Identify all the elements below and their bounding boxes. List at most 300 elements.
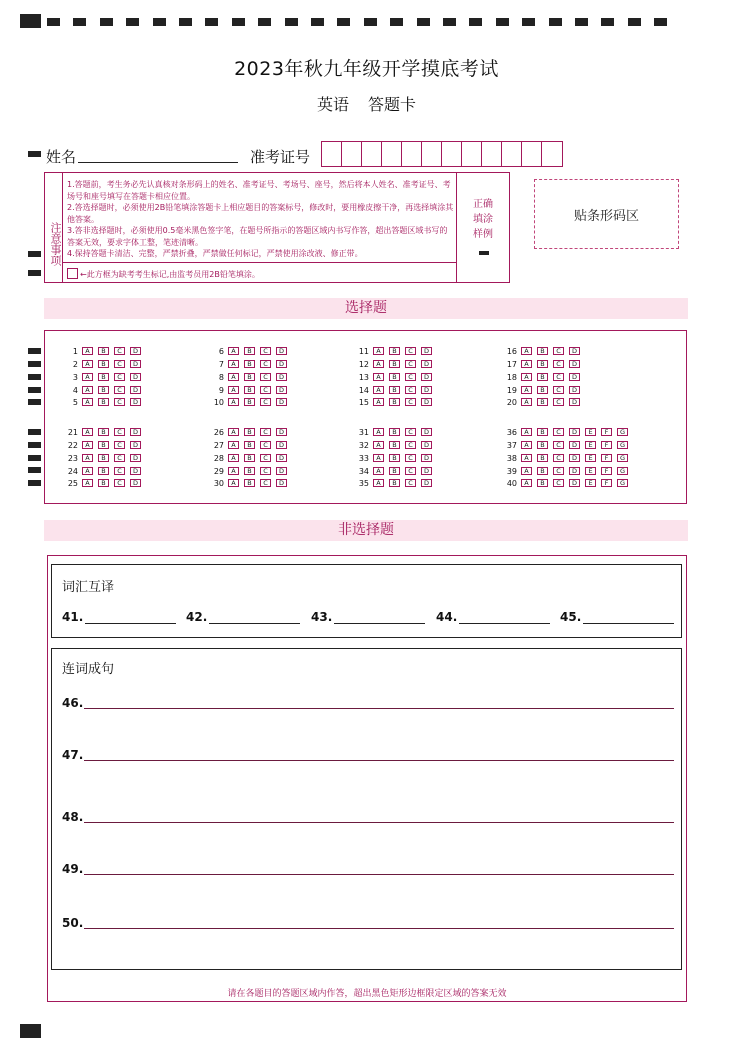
option-bubble[interactable]: C [553, 373, 564, 381]
question-number: 15 [358, 397, 369, 407]
sentence-answer-line[interactable] [84, 874, 674, 875]
question-number: 33 [358, 453, 369, 463]
timing-mark [153, 18, 166, 26]
option-bubble[interactable]: D [421, 386, 432, 394]
option-bubble[interactable]: B [98, 398, 109, 406]
option-bubble[interactable]: D [569, 479, 580, 487]
choice-question [355, 478, 437, 488]
question-number: 20 [506, 397, 517, 407]
option-bubble[interactable]: D [130, 398, 141, 406]
option-bubble[interactable]: A [228, 441, 239, 449]
option-bubble[interactable]: C [405, 454, 416, 462]
option-bubble[interactable]: F [601, 479, 612, 487]
option-bubble[interactable]: B [98, 386, 109, 394]
option-bubble[interactable]: C [114, 428, 125, 436]
option-bubble[interactable]: B [389, 467, 400, 475]
option-bubble[interactable]: B [389, 479, 400, 487]
option-bubble[interactable]: A [373, 467, 384, 475]
option-bubble[interactable]: D [276, 398, 287, 406]
option-bubble[interactable]: A [228, 428, 239, 436]
option-bubble[interactable]: D [130, 428, 141, 436]
option-bubble[interactable]: B [537, 454, 548, 462]
question-number: 30 [213, 478, 224, 488]
option-bubble[interactable]: D [130, 347, 141, 355]
option-bubble[interactable]: A [82, 441, 93, 449]
option-bubble[interactable]: C [260, 373, 271, 381]
timing-mark [179, 18, 192, 26]
option-bubble[interactable]: C [260, 467, 271, 475]
question-number: 1 [72, 346, 78, 356]
question-number: 4 [72, 385, 78, 395]
choice-question [210, 385, 292, 395]
option-bubble[interactable]: D [569, 428, 580, 436]
timing-mark [47, 18, 60, 26]
option-bubble[interactable]: C [260, 454, 271, 462]
option-bubble[interactable]: B [244, 398, 255, 406]
exam-no-cell[interactable] [462, 142, 482, 166]
question-number: 8 [218, 372, 224, 382]
choice-question [355, 427, 437, 437]
timing-mark [390, 18, 403, 26]
nonchoice-section-band [44, 520, 688, 541]
exam-no-cell[interactable] [482, 142, 502, 166]
sentence-answer-line[interactable] [84, 760, 674, 761]
option-bubble[interactable]: A [228, 467, 239, 475]
choice-question [64, 397, 146, 407]
option-bubble[interactable]: A [82, 479, 93, 487]
page-subtitle: 英语 答题卡 [316, 95, 417, 114]
exam-no-cell[interactable] [322, 142, 342, 166]
question-number: 32 [358, 440, 369, 450]
exam-no-cell[interactable] [402, 142, 422, 166]
page-title: 2023年秋九年级开学摸底考试 [234, 58, 499, 80]
barcode-area [534, 179, 679, 249]
vocab-answer-line[interactable] [209, 623, 300, 624]
option-bubble[interactable]: D [569, 454, 580, 462]
option-bubble[interactable]: C [114, 360, 125, 368]
option-bubble[interactable]: G [617, 467, 628, 475]
option-bubble[interactable]: C [114, 454, 125, 462]
corner-timing-mark [20, 14, 41, 28]
choice-question [64, 359, 146, 369]
option-bubble[interactable]: E [585, 454, 596, 462]
exam-no-cell[interactable] [442, 142, 462, 166]
option-bubble[interactable]: C [260, 479, 271, 487]
option-bubble[interactable]: A [373, 428, 384, 436]
name-field[interactable] [78, 162, 238, 163]
choice-question [503, 427, 633, 437]
choice-question [503, 385, 585, 395]
option-bubble[interactable]: A [373, 360, 384, 368]
vocab-question-number: 42. [186, 610, 208, 624]
question-number: 21 [67, 427, 78, 437]
option-bubble[interactable]: B [244, 467, 255, 475]
option-bubble[interactable]: B [389, 454, 400, 462]
option-bubble[interactable]: C [260, 428, 271, 436]
choice-question [355, 346, 437, 356]
sentence-answer-line[interactable] [84, 822, 674, 823]
option-bubble[interactable]: A [82, 428, 93, 436]
option-bubble[interactable]: B [537, 398, 548, 406]
timing-mark [28, 480, 41, 486]
option-bubble[interactable]: A [82, 386, 93, 394]
option-bubble[interactable]: F [601, 441, 612, 449]
option-bubble[interactable]: D [130, 467, 141, 475]
option-bubble[interactable]: D [130, 386, 141, 394]
option-bubble[interactable]: A [521, 398, 532, 406]
sentence-question-number: 48. [62, 810, 84, 824]
timing-mark [28, 251, 41, 257]
option-bubble[interactable]: B [389, 360, 400, 368]
exam-no-cell[interactable] [522, 142, 542, 166]
exam-no-cell[interactable] [362, 142, 382, 166]
question-number: 34 [358, 466, 369, 476]
timing-mark [28, 270, 41, 276]
question-number: 2 [72, 359, 78, 369]
option-bubble[interactable]: B [244, 386, 255, 394]
timing-mark [126, 18, 139, 26]
option-bubble[interactable]: B [537, 441, 548, 449]
timing-mark [469, 18, 482, 26]
option-bubble[interactable]: D [276, 386, 287, 394]
option-bubble[interactable]: D [130, 373, 141, 381]
sentence-answer-line[interactable] [84, 708, 674, 709]
option-bubble[interactable]: A [521, 467, 532, 475]
option-bubble[interactable]: D [276, 454, 287, 462]
option-bubble[interactable]: D [276, 428, 287, 436]
option-bubble[interactable]: D [569, 360, 580, 368]
option-bubble[interactable]: C [114, 398, 125, 406]
option-bubble[interactable]: C [260, 386, 271, 394]
question-number: 29 [213, 466, 224, 476]
option-bubble[interactable]: B [389, 373, 400, 381]
sentence-question-number: 47. [62, 748, 84, 762]
vocab-question-number: 44. [436, 610, 458, 624]
choice-question [210, 453, 292, 463]
option-bubble[interactable]: B [244, 347, 255, 355]
option-bubble[interactable]: B [244, 479, 255, 487]
option-bubble[interactable]: C [553, 467, 564, 475]
option-bubble[interactable]: A [521, 441, 532, 449]
exam-no-cell[interactable] [342, 142, 362, 166]
timing-mark [28, 151, 41, 157]
exam-no-cell[interactable] [542, 142, 562, 166]
option-bubble[interactable]: D [276, 347, 287, 355]
option-bubble[interactable]: D [569, 373, 580, 381]
question-number: 37 [506, 440, 517, 450]
option-bubble[interactable]: A [373, 347, 384, 355]
choice-question [64, 466, 146, 476]
option-bubble[interactable]: A [228, 454, 239, 462]
option-bubble[interactable]: G [617, 428, 628, 436]
option-bubble[interactable]: D [421, 467, 432, 475]
option-bubble[interactable]: A [82, 467, 93, 475]
option-bubble[interactable]: C [114, 386, 125, 394]
option-bubble[interactable]: C [114, 347, 125, 355]
option-bubble[interactable]: C [553, 454, 564, 462]
option-bubble[interactable]: C [405, 360, 416, 368]
option-bubble[interactable]: B [244, 360, 255, 368]
option-bubble[interactable]: D [569, 467, 580, 475]
option-bubble[interactable]: E [585, 441, 596, 449]
choice-question [503, 359, 585, 369]
option-bubble[interactable]: B [389, 398, 400, 406]
timing-mark [28, 361, 41, 367]
timing-mark [73, 18, 86, 26]
choice-question [355, 372, 437, 382]
sentence-answer-line[interactable] [84, 928, 674, 929]
choice-section-band [44, 298, 688, 319]
option-bubble[interactable]: C [405, 479, 416, 487]
option-bubble[interactable]: D [421, 441, 432, 449]
choice-question [210, 427, 292, 437]
exam-no-cell[interactable] [422, 142, 442, 166]
option-bubble[interactable]: B [98, 360, 109, 368]
option-bubble[interactable]: C [405, 441, 416, 449]
option-bubble[interactable]: B [98, 467, 109, 475]
option-bubble[interactable]: A [228, 347, 239, 355]
timing-mark [522, 18, 535, 26]
option-bubble[interactable]: C [114, 467, 125, 475]
choice-question [503, 453, 633, 463]
timing-mark [258, 18, 271, 26]
exam-no-cell[interactable] [382, 142, 402, 166]
option-bubble[interactable]: A [521, 347, 532, 355]
question-number: 7 [218, 359, 224, 369]
timing-mark [28, 442, 41, 448]
option-bubble[interactable]: A [521, 454, 532, 462]
option-bubble[interactable]: C [405, 467, 416, 475]
option-bubble[interactable]: A [521, 428, 532, 436]
option-bubble[interactable]: F [601, 467, 612, 475]
option-bubble[interactable]: B [244, 428, 255, 436]
option-bubble[interactable]: D [130, 441, 141, 449]
choice-question [503, 440, 633, 450]
option-bubble[interactable]: D [130, 360, 141, 368]
choice-question [210, 359, 292, 369]
option-bubble[interactable]: G [617, 479, 628, 487]
option-bubble[interactable]: A [521, 360, 532, 368]
option-bubble[interactable]: A [228, 479, 239, 487]
option-bubble[interactable]: B [537, 360, 548, 368]
option-bubble[interactable]: D [276, 360, 287, 368]
option-bubble[interactable]: B [537, 347, 548, 355]
option-bubble[interactable]: D [569, 398, 580, 406]
option-bubble[interactable]: D [276, 373, 287, 381]
option-bubble[interactable]: C [114, 441, 125, 449]
question-number: 14 [358, 385, 369, 395]
option-bubble[interactable]: B [98, 347, 109, 355]
choice-question [210, 372, 292, 382]
question-number: 36 [506, 427, 517, 437]
option-bubble[interactable]: A [373, 454, 384, 462]
option-bubble[interactable]: B [98, 373, 109, 381]
option-bubble[interactable]: E [585, 428, 596, 436]
choice-question [355, 453, 437, 463]
option-bubble[interactable]: D [276, 467, 287, 475]
vocab-title: 词汇互译 [62, 580, 115, 595]
choice-question [503, 372, 585, 382]
option-bubble[interactable]: C [553, 347, 564, 355]
option-bubble[interactable]: C [114, 479, 125, 487]
option-bubble[interactable]: C [405, 398, 416, 406]
option-bubble[interactable]: A [373, 441, 384, 449]
timing-mark [232, 18, 245, 26]
option-bubble[interactable]: B [389, 428, 400, 436]
option-bubble[interactable]: A [228, 373, 239, 381]
option-bubble[interactable]: F [601, 454, 612, 462]
option-bubble[interactable]: C [405, 386, 416, 394]
question-number: 24 [67, 466, 78, 476]
timing-mark [654, 18, 667, 26]
notice-item: 1.答题前，考生务必先认真核对条形码上的姓名、准考证号、考场号、座号，然后将本人姓名、准考证号、考场号和座号填写在答题卡相应位置。 [67, 180, 451, 201]
correct-fill-label: 正确填涂样例 [473, 199, 493, 240]
option-bubble[interactable]: A [521, 373, 532, 381]
vocab-answer-line[interactable] [334, 623, 425, 624]
option-bubble[interactable]: C [553, 398, 564, 406]
option-bubble[interactable]: A [521, 479, 532, 487]
option-bubble[interactable]: B [537, 467, 548, 475]
option-bubble[interactable]: A [521, 386, 532, 394]
question-number: 9 [218, 385, 224, 395]
absent-checkbox[interactable] [67, 268, 78, 279]
exam-no-grid[interactable] [321, 141, 563, 167]
option-bubble[interactable]: C [553, 479, 564, 487]
option-bubble[interactable]: A [82, 454, 93, 462]
vocab-answer-line[interactable] [85, 623, 176, 624]
option-bubble[interactable]: D [569, 386, 580, 394]
option-bubble[interactable]: A [373, 398, 384, 406]
option-bubble[interactable]: B [389, 386, 400, 394]
question-number: 31 [358, 427, 369, 437]
option-bubble[interactable]: A [228, 398, 239, 406]
option-bubble[interactable]: C [405, 428, 416, 436]
option-bubble[interactable]: D [421, 454, 432, 462]
option-bubble[interactable]: D [421, 398, 432, 406]
timing-mark [443, 18, 456, 26]
option-bubble[interactable]: B [244, 373, 255, 381]
timing-mark [285, 18, 298, 26]
option-bubble[interactable]: B [244, 454, 255, 462]
option-bubble[interactable]: C [114, 373, 125, 381]
option-bubble[interactable]: A [228, 386, 239, 394]
option-bubble[interactable]: D [421, 479, 432, 487]
choice-question [64, 440, 146, 450]
choice-question [503, 478, 633, 488]
option-bubble[interactable]: B [389, 441, 400, 449]
option-bubble[interactable]: B [389, 347, 400, 355]
timing-mark [205, 18, 218, 26]
vocab-box [51, 564, 682, 638]
choice-question [210, 440, 292, 450]
option-bubble[interactable]: C [553, 386, 564, 394]
sentence-box [51, 648, 682, 970]
option-bubble[interactable]: A [82, 373, 93, 381]
footer-note: 请在各题目的答题区域内作答，超出黑色矩形边框限定区域的答案无效 [227, 989, 507, 999]
timing-mark [601, 18, 614, 26]
option-bubble[interactable]: A [373, 386, 384, 394]
option-bubble[interactable]: C [260, 398, 271, 406]
option-bubble[interactable]: D [421, 360, 432, 368]
option-bubble[interactable]: B [98, 479, 109, 487]
choice-question [355, 397, 437, 407]
option-bubble[interactable]: A [373, 479, 384, 487]
question-number: 28 [213, 453, 224, 463]
option-bubble[interactable]: C [260, 441, 271, 449]
option-bubble[interactable]: D [421, 347, 432, 355]
option-bubble[interactable]: D [421, 428, 432, 436]
option-bubble[interactable]: G [617, 454, 628, 462]
sentence-question-number: 50. [62, 916, 84, 930]
question-number: 13 [358, 372, 369, 382]
option-bubble[interactable]: E [585, 479, 596, 487]
choice-question [355, 359, 437, 369]
question-number: 38 [506, 453, 517, 463]
vocab-answer-line[interactable] [459, 623, 550, 624]
option-bubble[interactable]: E [585, 467, 596, 475]
option-bubble[interactable]: C [260, 360, 271, 368]
option-bubble[interactable]: B [537, 373, 548, 381]
option-bubble[interactable]: B [537, 479, 548, 487]
option-bubble[interactable]: G [617, 441, 628, 449]
option-bubble[interactable]: C [260, 347, 271, 355]
option-bubble[interactable]: B [98, 428, 109, 436]
choice-question [64, 346, 146, 356]
option-bubble[interactable]: D [569, 441, 580, 449]
option-bubble[interactable]: B [537, 386, 548, 394]
option-bubble[interactable]: A [82, 398, 93, 406]
option-bubble[interactable]: B [98, 454, 109, 462]
option-bubble[interactable]: C [553, 441, 564, 449]
vocab-question-number: 45. [560, 610, 582, 624]
notice-side-label: 注意事项 [45, 173, 63, 282]
option-bubble[interactable]: D [130, 479, 141, 487]
timing-mark [28, 348, 41, 354]
timing-mark [337, 18, 350, 26]
choice-question [503, 466, 633, 476]
option-bubble[interactable]: C [553, 428, 564, 436]
option-bubble[interactable]: B [244, 441, 255, 449]
question-number: 10 [213, 397, 224, 407]
exam-no-label: 准考证号 [250, 148, 311, 166]
timing-mark [28, 455, 41, 461]
question-number: 3 [72, 372, 78, 382]
exam-no-cell[interactable] [502, 142, 522, 166]
choice-question [64, 478, 146, 488]
option-bubble[interactable]: C [405, 347, 416, 355]
option-bubble[interactable]: D [421, 373, 432, 381]
option-bubble[interactable]: B [537, 428, 548, 436]
vocab-answer-line[interactable] [583, 623, 674, 624]
option-bubble[interactable]: C [405, 373, 416, 381]
option-bubble[interactable]: D [276, 479, 287, 487]
option-bubble[interactable]: A [82, 347, 93, 355]
timing-mark [100, 18, 113, 26]
option-bubble[interactable]: A [82, 360, 93, 368]
option-bubble[interactable]: A [373, 373, 384, 381]
option-bubble[interactable]: B [98, 441, 109, 449]
notice-text [67, 179, 455, 260]
question-number: 5 [72, 397, 78, 407]
option-bubble[interactable]: C [553, 360, 564, 368]
option-bubble[interactable]: D [276, 441, 287, 449]
option-bubble[interactable]: D [130, 454, 141, 462]
option-bubble[interactable]: F [601, 428, 612, 436]
question-number: 16 [506, 346, 517, 356]
option-bubble[interactable]: D [569, 347, 580, 355]
choice-question [64, 372, 146, 382]
option-bubble[interactable]: A [228, 360, 239, 368]
